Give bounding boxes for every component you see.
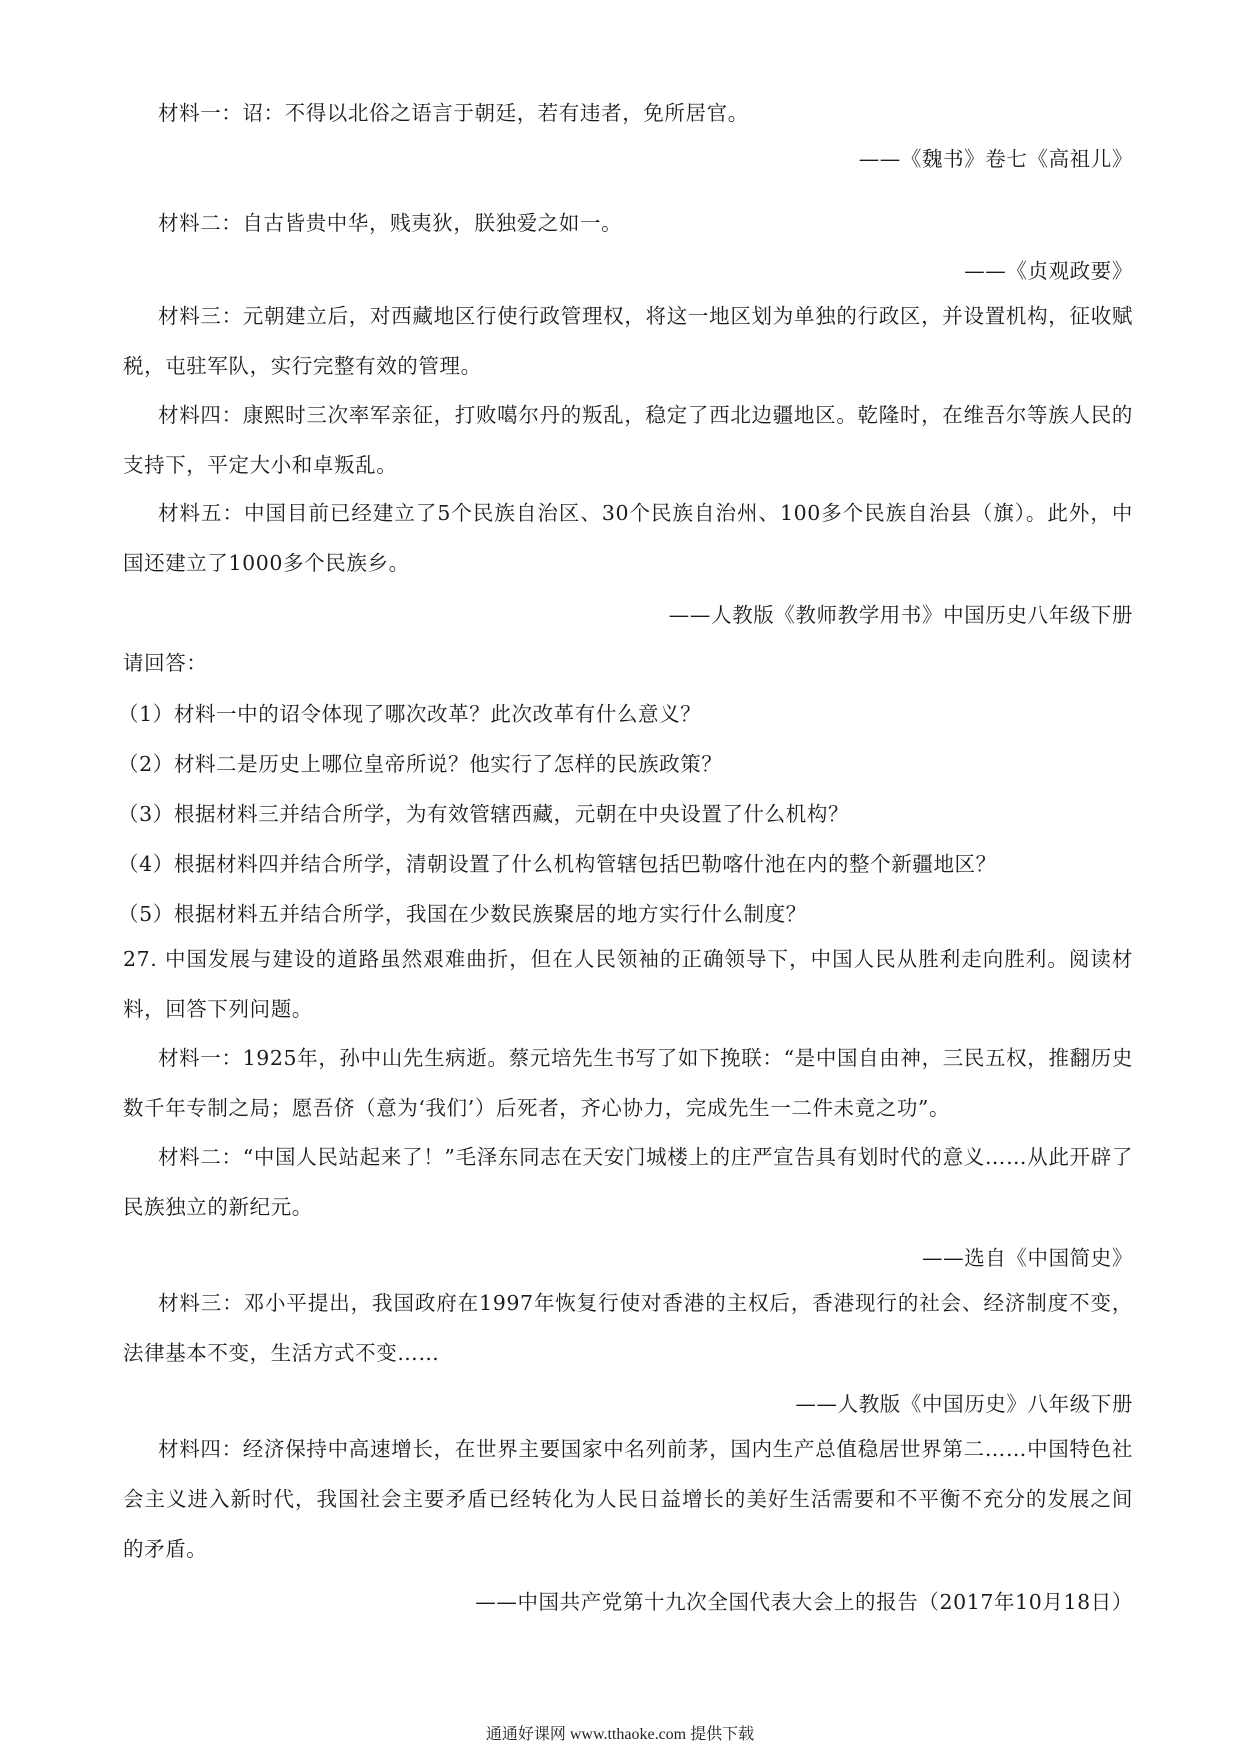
q27-source-2: ——选自《中国简史》 (922, 1246, 1133, 1270)
question-4: （4）根据材料四并结合所学，清朝设置了什么机构管辖包括巴勒喀什池在内的整个新疆地区？ (118, 852, 997, 876)
question-1: （1）材料一中的诏令体现了哪次改革？此次改革有什么意义？ (118, 702, 702, 726)
question-2: （2）材料二是历史上哪位皇帝所说？他实行了怎样的民族政策？ (118, 752, 723, 776)
material-1: 材料一：诏：不得以北俗之语言于朝廷，若有违者，免所居官。 (158, 101, 749, 125)
q27-source-4: ——中国共产党第十九次全国代表大会上的报告（2017年10月18日） (475, 1590, 1133, 1614)
question-5: （5）根据材料五并结合所学，我国在少数民族聚居的地方实行什么制度？ (118, 902, 807, 926)
q27-material-2: 材料二：“中国人民站起来了！”毛泽东同志在天安门城楼上的庄严宣告具有划时代的意义……从此开辟了民族独立的新纪元。 (123, 1145, 1133, 1219)
q27-material-3: 材料三：邓小平提出，我国政府在1997年恢复行使对香港的主权后，香港现行的社会、经济制度不变，法律基本不变，生活方式不变…… (123, 1291, 1133, 1365)
question-27-stem: 27. 中国发展与建设的道路虽然艰难曲折，但在人民领袖的正确领导下，中国人民从胜利走向胜利。阅读材料，回答下列问题。 (123, 947, 1133, 1021)
material-5: 材料五：中国目前已经建立了5个民族自治区、30个民族自治州、100多个民族自治县（旗）。此外，中国还建立了1000多个民族乡。 (123, 501, 1133, 575)
source-1: ——《魏书》卷七《高祖儿》 (858, 147, 1133, 171)
source-5: ——人教版《教师教学用书》中国历史八年级下册 (668, 603, 1133, 627)
page-footer: 通通好课网 www.tthaoke.com 提供下载 (485, 1726, 755, 1743)
question-3: （3）根据材料三并结合所学，为有效管辖西藏，元朝在中央设置了什么机构？ (118, 802, 850, 826)
material-3: 材料三：元朝建立后，对西藏地区行使行政管理权，将这一地区划为单独的行政区，并设置机构，征收赋税，屯驻军队，实行完整有效的管理。 (123, 304, 1133, 378)
q27-material-4: 材料四：经济保持中高速增长，在世界主要国家中名列前茅，国内生产总值稳居世界第二……中国特色社会主义进入新时代，我国社会主要矛盾已经转化为人民日益增长的美好生活需要和不平衡不充分的发展之间的矛盾。 (123, 1437, 1133, 1561)
q27-material-1: 材料一：1925年，孙中山先生病逝。蔡元培先生书写了如下挽联：“是中国自由神，三民五权，推翻历史数千年专制之局；愿吾侪（意为‘我们’）后死者，齐心协力，完成先生一二件未竟之功”。 (123, 1046, 1133, 1120)
answer-prompt: 请回答： (123, 651, 208, 675)
material-4: 材料四：康熙时三次率军亲征，打败噶尔丹的叛乱，稳定了西北边疆地区。乾隆时，在维吾尔等族人民的支持下，平定大小和卓叛乱。 (123, 403, 1133, 477)
source-2: ——《贞观政要》 (964, 259, 1133, 283)
material-2: 材料二：自古皆贵中华，贱夷狄，朕独爱之如一。 (158, 211, 623, 235)
q27-source-3: ——人教版《中国历史》八年级下册 (795, 1392, 1133, 1416)
